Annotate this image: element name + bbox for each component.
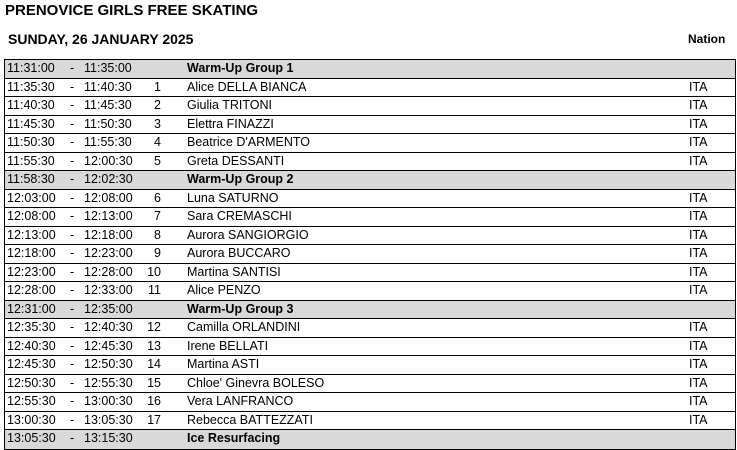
end-time: 12:08:00 — [84, 190, 133, 205]
start-number: 12 — [147, 320, 161, 334]
start-number: 7 — [154, 209, 161, 223]
time-separator: - — [70, 338, 75, 353]
skater-nation: ITA — [689, 79, 708, 94]
start-number: 1 — [154, 79, 161, 94]
start-time: 11:40:30 — [7, 98, 55, 112]
group-row — [5, 430, 735, 449]
time-separator: - — [70, 79, 75, 94]
end-time: 12:18:00 — [84, 227, 133, 242]
group-label: Ice Resurfacing — [187, 431, 281, 445]
end-time: 12:35:00 — [84, 301, 133, 316]
start-number: 2 — [154, 98, 161, 112]
skater-name: Beatrice D'ARMENTO — [187, 135, 311, 149]
start-time: 12:40:30 — [7, 338, 56, 353]
start-number: 8 — [154, 227, 161, 242]
skater-row — [5, 393, 735, 412]
skater-row — [5, 264, 735, 283]
start-time: 12:28:00 — [7, 283, 56, 297]
skater-nation: ITA — [689, 98, 708, 112]
skater-nation: ITA — [689, 283, 708, 297]
start-number: 5 — [154, 153, 161, 168]
start-time: 12:35:30 — [7, 320, 56, 334]
skater-name: Aurora SANGIORGIO — [187, 227, 309, 242]
end-time: 12:33:00 — [84, 283, 133, 297]
skater-name: Luna SATURNO — [187, 190, 279, 205]
nation-column-header: Nation — [688, 32, 726, 46]
skater-nation: ITA — [689, 153, 708, 168]
skater-name: Chloe' Ginevra BOLESO — [187, 375, 325, 390]
time-separator: - — [70, 135, 75, 149]
skater-nation: ITA — [689, 209, 708, 223]
skater-nation: ITA — [689, 320, 708, 334]
end-time: 12:28:00 — [84, 264, 133, 279]
group-row — [5, 171, 735, 190]
start-number: 16 — [147, 394, 161, 408]
event-title: PRENOVICE GIRLS FREE SKATING — [5, 2, 259, 19]
time-separator: - — [70, 227, 75, 242]
time-separator: - — [70, 357, 75, 371]
start-number: 11 — [148, 283, 161, 297]
time-separator: - — [70, 412, 75, 427]
time-separator: - — [70, 394, 75, 408]
start-number: 14 — [147, 357, 161, 371]
start-time: 12:08:00 — [7, 209, 56, 223]
event-date: SUNDAY, 26 JANUARY 2025 — [8, 31, 194, 47]
skater-name: Martina SANTISI — [187, 264, 281, 279]
start-number: 15 — [147, 375, 161, 390]
skater-nation: ITA — [689, 412, 708, 427]
start-time: 11:31:00 — [7, 61, 55, 75]
end-time: 11:40:30 — [84, 79, 132, 94]
time-separator: - — [70, 172, 75, 186]
skater-row — [5, 412, 735, 431]
end-time: 12:02:30 — [84, 172, 133, 186]
skater-nation: ITA — [689, 264, 708, 279]
time-separator: - — [70, 264, 75, 279]
end-time: 13:05:30 — [84, 412, 133, 427]
group-label: Warm-Up Group 1 — [187, 61, 294, 75]
end-time: 12:40:30 — [84, 320, 133, 334]
start-number: 3 — [154, 116, 161, 131]
start-number: 9 — [154, 246, 161, 260]
end-time: 12:13:00 — [84, 209, 133, 223]
group-row — [5, 60, 735, 79]
time-separator: - — [70, 116, 75, 131]
schedule-table — [4, 59, 736, 450]
time-separator: - — [70, 301, 75, 316]
skater-name: Irene BELLATI — [187, 338, 269, 353]
end-time: 13:15:30 — [84, 431, 133, 445]
start-time: 12:18:00 — [7, 246, 56, 260]
start-time: 11:35:30 — [7, 79, 55, 94]
end-time: 13:00:30 — [84, 394, 133, 408]
start-time: 12:55:30 — [7, 394, 56, 408]
start-time: 13:05:30 — [7, 431, 56, 445]
skater-nation: ITA — [689, 116, 708, 131]
skater-name: Giulia TRITONI — [187, 98, 272, 112]
start-time: 12:23:00 — [7, 264, 56, 279]
start-time: 11:58:30 — [7, 172, 55, 186]
skater-name: Martina ASTI — [187, 357, 260, 371]
skater-name: Greta DESSANTI — [187, 153, 285, 168]
skater-row — [5, 356, 735, 375]
skater-row — [5, 79, 735, 98]
time-separator: - — [70, 153, 75, 168]
skater-name: Camilla ORLANDINI — [187, 320, 301, 334]
skater-row — [5, 134, 735, 153]
start-time: 11:50:30 — [7, 135, 55, 149]
skater-name: Elettra FINAZZI — [187, 116, 274, 131]
skater-row — [5, 116, 735, 135]
skater-nation: ITA — [689, 338, 708, 353]
skater-name: Rebecca BATTEZZATI — [187, 412, 313, 427]
skater-nation: ITA — [689, 375, 708, 390]
end-time: 12:00:30 — [84, 153, 133, 168]
skater-row — [5, 97, 735, 116]
skater-nation: ITA — [689, 394, 708, 408]
skater-name: Aurora BUCCARO — [187, 246, 291, 260]
start-time: 12:50:30 — [7, 375, 56, 390]
skater-nation: ITA — [689, 357, 708, 371]
group-label: Warm-Up Group 3 — [187, 301, 294, 316]
end-time: 12:45:30 — [84, 338, 133, 353]
skater-nation: ITA — [689, 190, 708, 205]
skater-row — [5, 319, 735, 338]
start-time: 13:00:30 — [7, 412, 56, 427]
skater-row — [5, 190, 735, 209]
end-time: 11:55:30 — [84, 135, 132, 149]
skater-row — [5, 153, 735, 172]
skater-row — [5, 375, 735, 394]
skater-name: Alice DELLA BIANCA — [187, 79, 307, 94]
start-number: 6 — [154, 190, 161, 205]
start-number: 13 — [147, 338, 161, 353]
skater-name: Alice PENZO — [187, 283, 261, 297]
skater-nation: ITA — [689, 246, 708, 260]
end-time: 12:55:30 — [84, 375, 133, 390]
skater-nation: ITA — [689, 227, 708, 242]
start-number: 17 — [147, 412, 161, 427]
time-separator: - — [70, 98, 75, 112]
end-time: 12:50:30 — [84, 357, 133, 371]
time-separator: - — [70, 190, 75, 205]
start-time: 11:55:30 — [7, 153, 55, 168]
time-separator: - — [70, 209, 75, 223]
start-time: 12:03:00 — [7, 190, 56, 205]
group-label: Warm-Up Group 2 — [187, 172, 294, 186]
start-time: 12:31:00 — [7, 301, 56, 316]
end-time: 11:50:30 — [84, 116, 132, 131]
skater-row — [5, 208, 735, 227]
time-separator: - — [70, 375, 75, 390]
time-separator: - — [70, 61, 75, 75]
group-row — [5, 301, 735, 320]
time-separator: - — [70, 283, 75, 297]
start-time: 12:45:30 — [7, 357, 56, 371]
end-time: 11:35:00 — [84, 61, 132, 75]
skater-row — [5, 338, 735, 357]
start-time: 11:45:30 — [7, 116, 55, 131]
start-time: 12:13:00 — [7, 227, 56, 242]
start-number: 10 — [147, 264, 161, 279]
time-separator: - — [70, 431, 75, 445]
time-separator: - — [70, 246, 75, 260]
skater-name: Sara CREMASCHI — [187, 209, 292, 223]
skater-row — [5, 282, 735, 301]
skater-row — [5, 245, 735, 264]
skater-row — [5, 227, 735, 246]
end-time: 11:45:30 — [84, 98, 132, 112]
start-number: 4 — [154, 135, 161, 149]
skater-name: Vera LANFRANCO — [187, 394, 294, 408]
time-separator: - — [70, 320, 75, 334]
end-time: 12:23:00 — [84, 246, 133, 260]
skater-nation: ITA — [689, 135, 708, 149]
